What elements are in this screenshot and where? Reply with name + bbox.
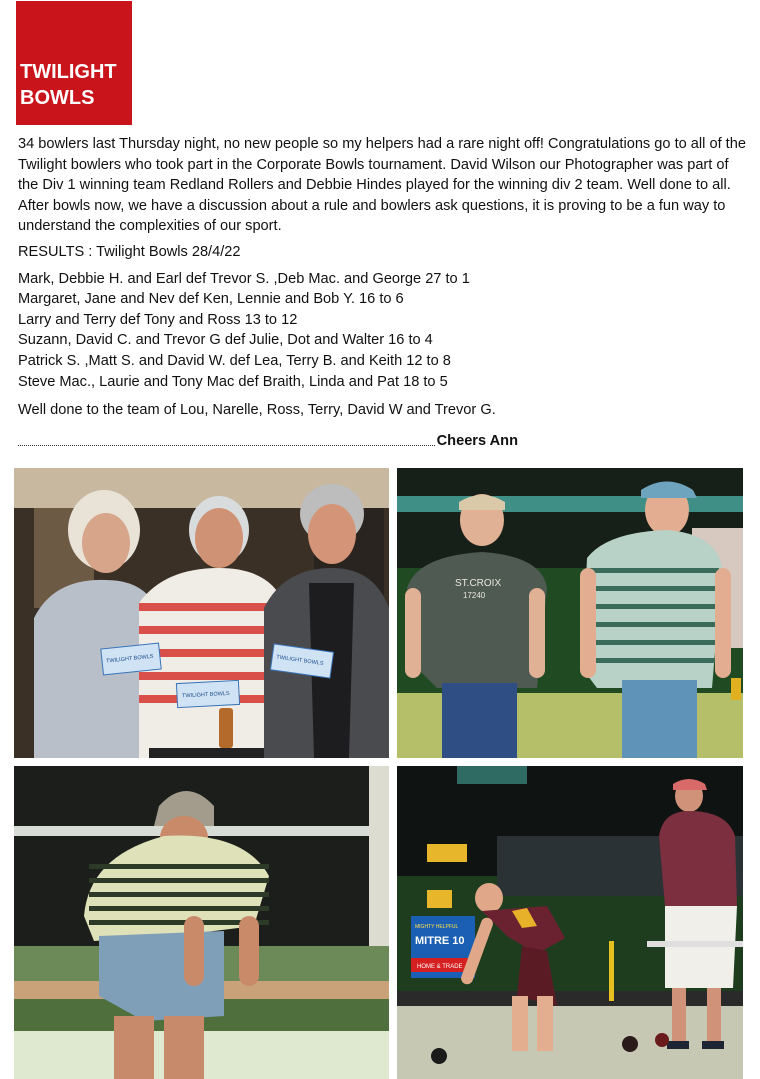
photo-man-bowling [14,766,389,1079]
voucher-text: TWILIGHT BOWLS [105,653,154,665]
result-line: Suzann, David C. and Trevor G def Julie, Dot and Walter 16 to 4 [18,332,433,349]
section-title-box [16,1,132,125]
results-heading: RESULTS : Twilight Bowls 28/4/22 [18,243,241,260]
photo-winners-with-vouchers [14,468,389,758]
results-list [18,269,746,393]
intro-paragraph: 34 bowlers last Thursday night, no new people so my helpers had a rare night off! Congratulations go to all of the Twilight bowlers who took part in the Corporate Bowls tournament. David Wilson our Photographer was part of the Div 1 winning team Redland Rollers and Debbie Hindes played for the winning div 2 team. Well done to all. After bowls now, we have a discussion about a rule and bowlers ask questions, it is proving to be a fun way to understand the complexities of our sport. [18,136,746,235]
result-line: Patrick S. ,Matt S. and David W. def Lea, Terry B. and Keith 12 to 8 [18,352,451,369]
result-line: Mark, Debbie H. and Earl def Trevor S. ,Deb Mac. and George 27 to 1 [18,270,470,287]
signoff-name: Cheers Ann [436,433,518,449]
result-line: Larry and Terry def Tony and Ross 13 to 12 [18,311,298,328]
photo-boy-and-man-bowling [397,766,743,1079]
dotted-leader [18,445,435,446]
result-line: Margaret, Jane and Nev def Ken, Lennie and Bob Y. 16 to 6 [18,291,404,308]
result-line: Steve Mac., Laurie and Tony Mac def Braith, Linda and Pat 18 to 5 [18,373,448,390]
sign-line-3: HOME & TRADE [417,964,463,970]
title-line-2: BOWLS [20,87,95,109]
title-line-1: TWILIGHT [20,61,117,83]
sign-brand: MITRE 10 [415,935,465,947]
article-body [18,134,746,421]
voucher-text: TWILIGHT BOWLS [275,654,324,667]
shirt-number: 17240 [463,591,486,600]
sign-line-1: MIGHTY HELPFUL [415,924,459,930]
well-done-line: Well done to the team of Lou, Narelle, Ross, Terry, David W and Trevor G. [18,402,496,419]
voucher-text: TWILIGHT BOWLS [181,690,230,700]
signoff [18,430,518,452]
photo-two-men-walking [397,468,743,758]
shirt-text: ST.CROIX [455,578,502,589]
